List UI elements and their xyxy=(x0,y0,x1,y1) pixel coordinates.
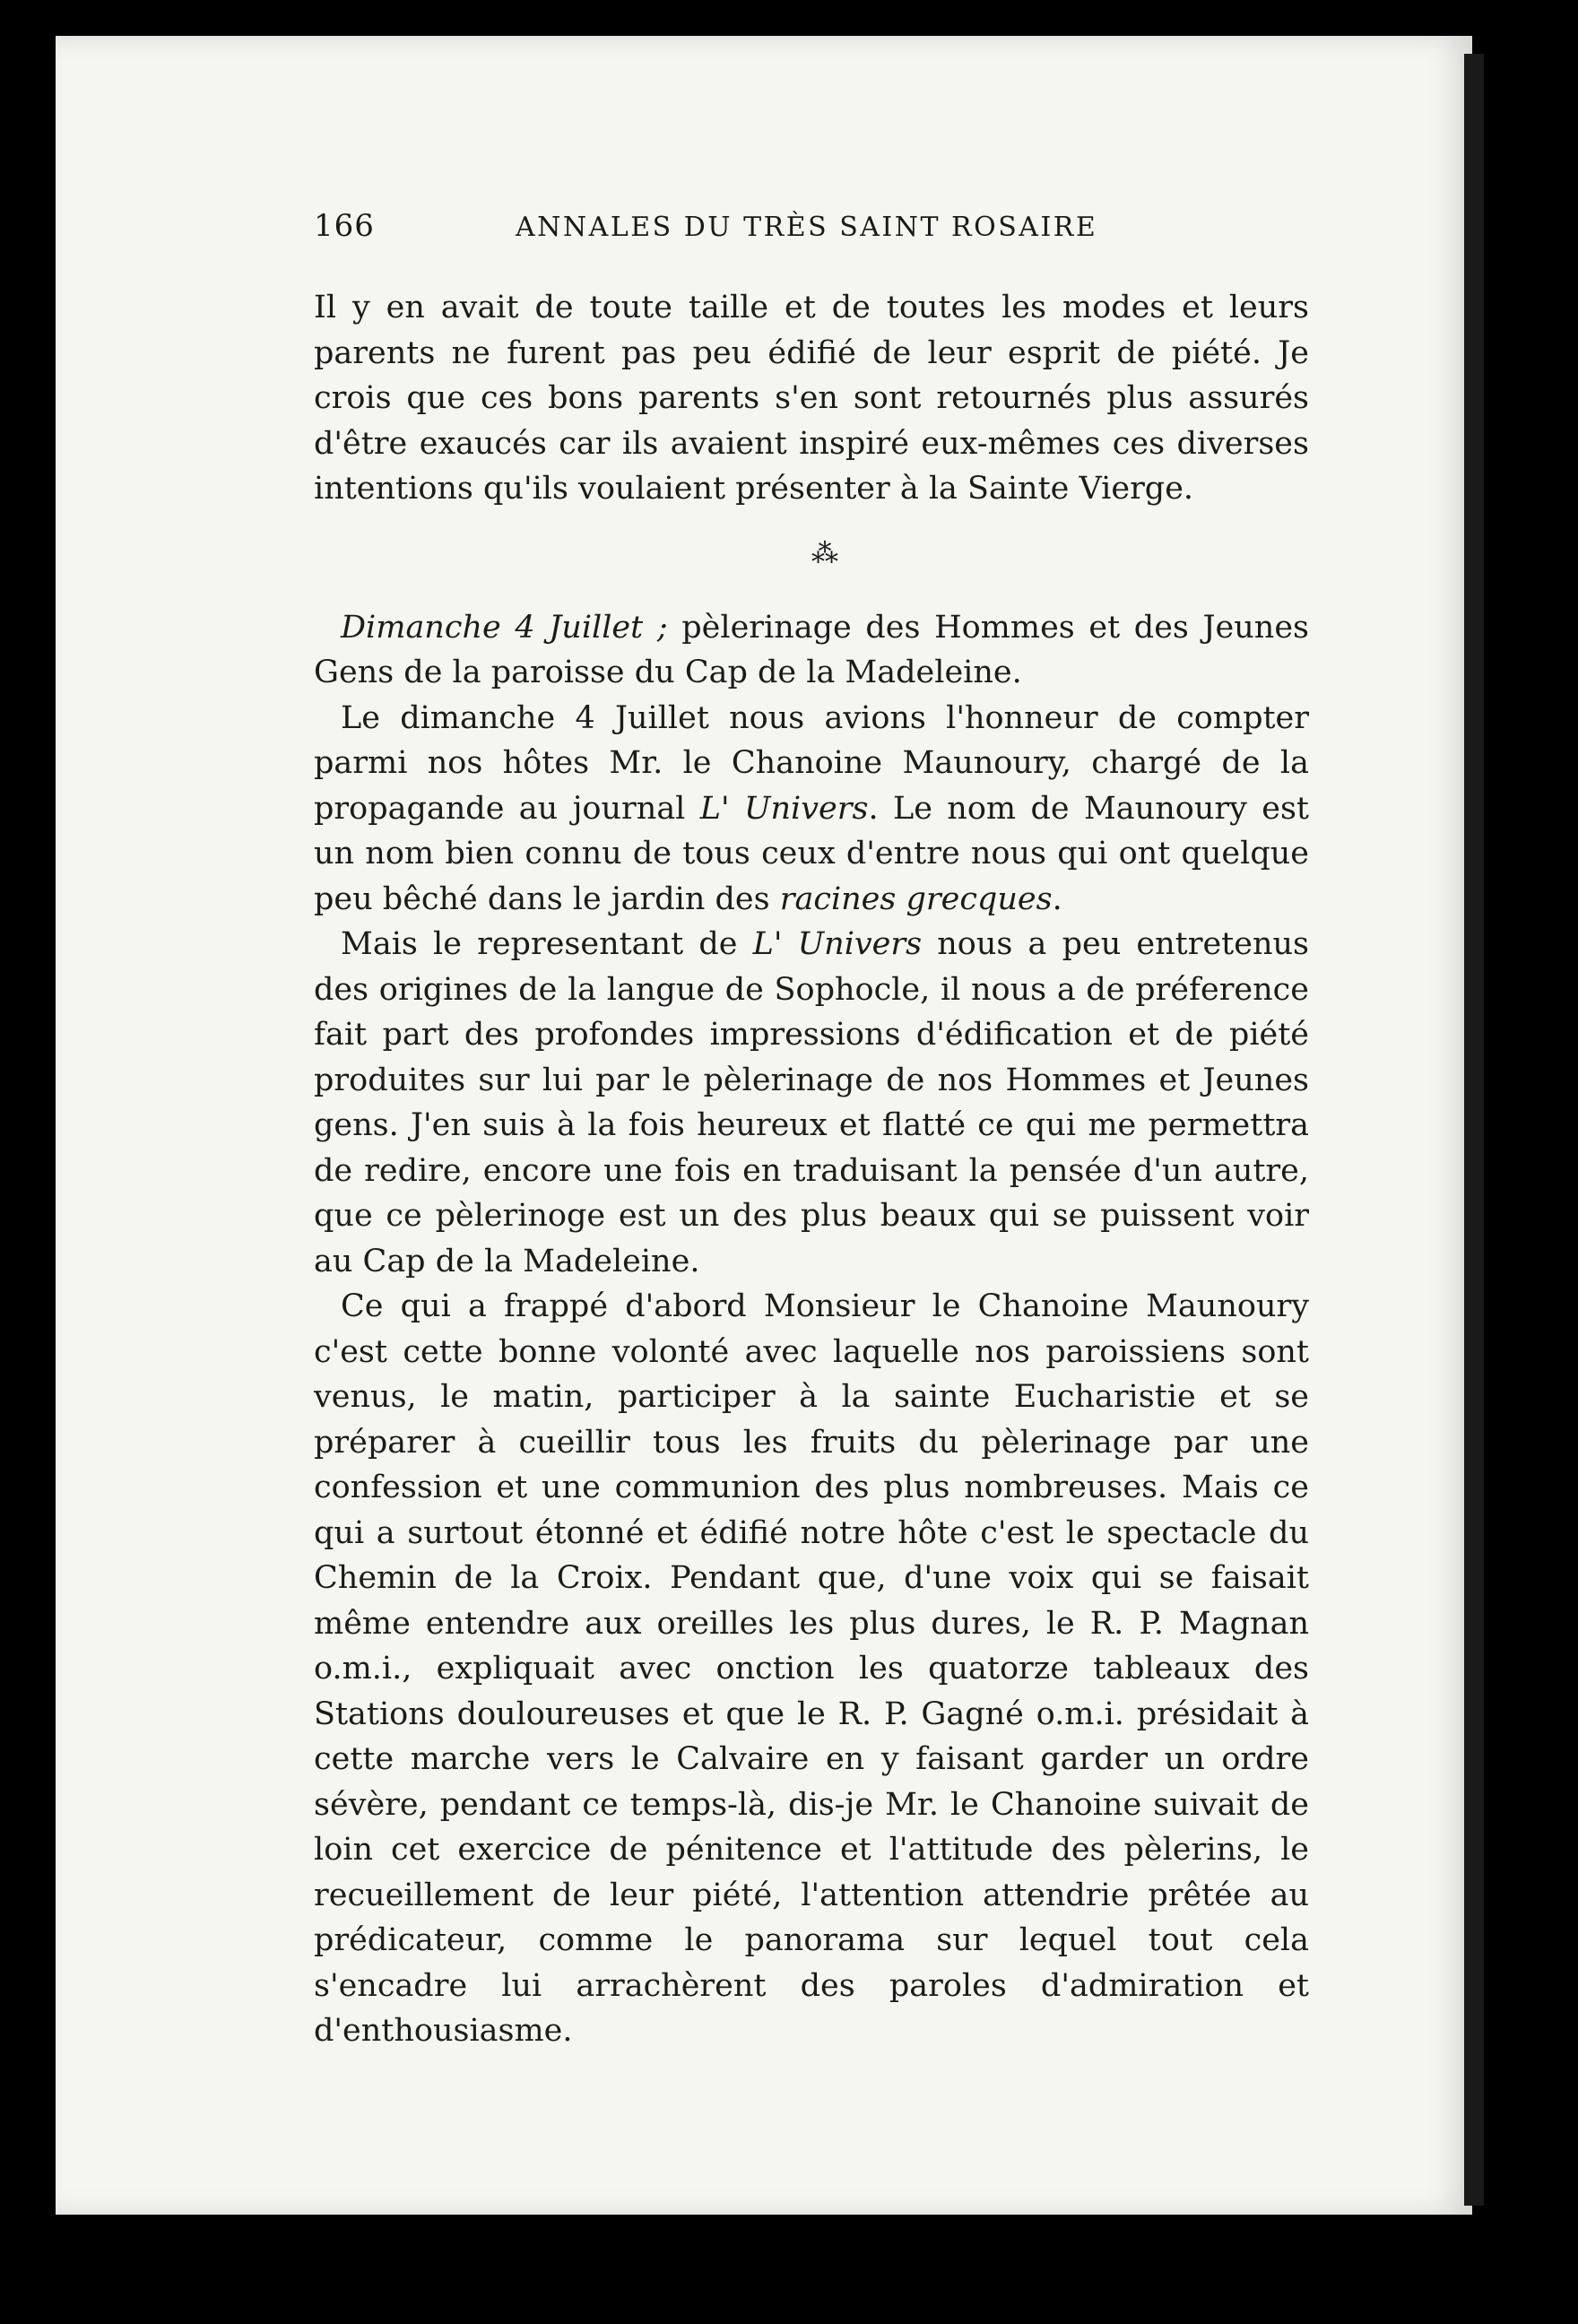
running-head xyxy=(314,208,1309,262)
paragraph-4-text-b: nous a peu entretenus des origines de la langue de Sophocle, il nous a de préference fait part des profondes impressions d'édification et de piété produites sur lui par le pèlerinage de nos Hommes et Jeunes gens. J'en suis à la fois heureux et flatté ce qui me permettra de redire, encore une fois en traduisant la pensée d'un autre, que ce pèlerinoge est un des plus beaux qui se puissent voir au Cap de la Madeleine. xyxy=(314,926,1309,1279)
paragraph-4 xyxy=(314,922,1309,1284)
running-title: ANNALES DU TRÈS SAINT ROSAIRE xyxy=(516,212,1098,243)
journal-title: L' Univers xyxy=(699,790,869,827)
paragraph-5: Ce qui a frappé d'abord Monsieur le Chanoine Maunoury c'est cette bonne volonté avec laquelle nos paroissiens sont venus, le matin, participer à la sainte Eucharistie et se préparer à cueillir tous les fruits du pèlerinage par une confession et une communion des plus nombreuses. Mais ce qui a surtout étonné et édifié notre hôte c'est le spectacle du Chemin de la Croix. Pendant que, d'une voix qui se faisait même entendre aux oreilles les plus dures, le R. P. Magnan o.m.i., expliquait avec onction les quatorze tableaux des Stations douloureuses et que le R. P. Gagné o.m.i. présidait à cette marche vers le Calvaire en y faisant garder un ordre sévère, pendant ce temps-là, dis-je Mr. le Chanoine suivait de loin cet exercice de pénitence et l'attitude des pèlerins, le recueillement de leur piété, l'attention attendrie prêtée au prédicateur, comme le panorama sur lequel tout cela s'encadre lui arrachèrent des paroles d'admiration et d'enthousiasme. xyxy=(314,1288,1309,2049)
racines-grecques: racines grecques xyxy=(779,880,1053,917)
asterism-separator: ⁂ xyxy=(811,537,838,569)
paragraph-3 xyxy=(314,696,1309,923)
paragraph-1: Il y en avait de toute taille et de toutes les modes et leurs parents ne furent pas peu édifié de leur esprit de piété. Je crois que ces bons parents s'en sont retournés plus assurés d'être exaucés car ils avaient inspiré eux-mêmes ces diverses intentions qu'ils voulaient présenter à la Sainte Vierge. xyxy=(314,290,1309,507)
book-spine-edge xyxy=(1464,54,1484,2206)
paragraph-4-text-a: Mais le representant de xyxy=(341,926,753,962)
paragraph-2 xyxy=(314,605,1309,696)
journal-title: L' Univers xyxy=(752,926,923,962)
paragraph-3-text-c: . xyxy=(1052,880,1062,917)
paragraph-2-text: pèlerinage des Hommes et des Jeunes Gens de la paroisse du Cap de la Madeleine. xyxy=(314,609,1310,690)
paragraph-3-text-b: . Le nom de Maunoury est un nom bien connu de tous ceux d'entre nous qui ont quelque peu bêché dans le jardin des xyxy=(314,790,1309,917)
body-text xyxy=(314,285,1309,2054)
paragraph-2-date: Dimanche 4 Juillet ; xyxy=(341,609,668,646)
page-number: 166 xyxy=(314,208,375,244)
paragraph-3-text-a: Le dimanche 4 Juillet nous avions l'honneur de compter parmi nos hôtes Mr. le Chanoine Maunoury, chargé de la propagande au journal xyxy=(314,699,1309,827)
